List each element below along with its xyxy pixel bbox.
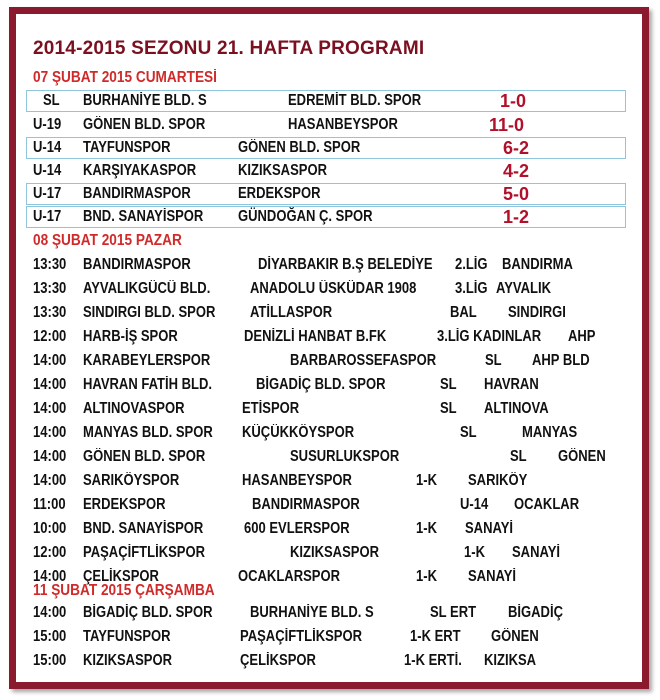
match-category: U-14 <box>33 139 62 156</box>
match-score: 6-2 <box>503 138 530 158</box>
home-team: BURHANİYE BLD. S <box>83 92 207 109</box>
away-team: KÜÇÜKKÖYSPOR <box>242 424 355 441</box>
match-venue: AHP <box>568 328 596 345</box>
away-team: BANDIRMASPOR <box>252 496 360 513</box>
home-team: BND. SANAYİSPOR <box>83 208 204 225</box>
match-time: 14:00 <box>33 376 67 393</box>
match-league: 1-K <box>416 568 437 585</box>
match-venue: GÖNEN <box>558 448 606 465</box>
match-league: 3.LİG <box>455 280 488 297</box>
home-team: KIZIKSASPOR <box>83 652 172 669</box>
home-team: HAVRAN FATİH BLD. <box>83 376 212 393</box>
match-time: 14:00 <box>33 424 67 441</box>
home-team: BANDIRMASPOR <box>83 256 191 273</box>
match-time: 14:00 <box>33 568 67 585</box>
match-league: SL ERT <box>430 604 477 621</box>
page-title: 2014-2015 SEZONU 21. HAFTA PROGRAMI <box>33 38 425 59</box>
away-team: 600 EVLERSPOR <box>244 520 350 537</box>
match-category: SL <box>43 92 60 109</box>
match-category: U-17 <box>33 185 62 202</box>
home-team: SINDIRGI BLD. SPOR <box>83 304 216 321</box>
away-team: BİGADİÇ BLD. SPOR <box>256 376 386 393</box>
match-league: 1-K <box>464 544 485 561</box>
away-team: BARBAROSSEFASPOR <box>290 352 437 369</box>
match-venue: BİGADİÇ <box>508 604 563 621</box>
home-team: BND. SANAYİSPOR <box>83 520 204 537</box>
away-team: ETİSPOR <box>242 400 300 417</box>
home-team: HARB-İŞ SPOR <box>83 328 178 345</box>
home-team: ÇELİKSPOR <box>83 568 159 585</box>
home-team: TAYFUNSPOR <box>83 628 171 645</box>
home-team: PAŞAÇİFTLİKSPOR <box>83 544 206 561</box>
match-time: 14:00 <box>33 472 67 489</box>
match-league: SL <box>510 448 527 465</box>
away-team: OCAKLARSPOR <box>238 568 340 585</box>
match-league: 2.LİG <box>455 256 488 273</box>
match-category: U-14 <box>33 162 62 179</box>
match-venue: HAVRAN <box>484 376 539 393</box>
match-time: 13:30 <box>33 280 67 297</box>
match-venue: SARIKÖY <box>468 472 528 489</box>
match-league: 1-K <box>416 472 437 489</box>
match-time: 14:00 <box>33 448 67 465</box>
away-team: DİYARBAKIR B.Ş BELEDİYE <box>258 256 433 273</box>
away-team: HASANBEYSPOR <box>242 472 352 489</box>
home-team: BANDIRMASPOR <box>83 185 191 202</box>
away-team: GÜNDOĞAN Ç. SPOR <box>238 208 373 225</box>
home-team: TAYFUNSPOR <box>83 139 171 156</box>
match-league: BAL <box>450 304 477 321</box>
match-time: 12:00 <box>33 544 67 561</box>
match-venue: GÖNEN <box>491 628 539 645</box>
home-team: ERDEKSPOR <box>83 496 166 513</box>
match-time: 14:00 <box>33 352 67 369</box>
match-league: SL <box>485 352 502 369</box>
away-team: ERDEKSPOR <box>238 185 321 202</box>
match-venue: ALTINOVA <box>484 400 549 417</box>
match-venue: SANAYİ <box>465 520 514 537</box>
match-score: 4-2 <box>503 161 530 181</box>
away-team: SUSURLUKSPOR <box>290 448 400 465</box>
away-team: KIZIKSASPOR <box>238 162 327 179</box>
away-team: ANADOLU ÜSKÜDAR 1908 <box>250 280 417 297</box>
away-team: DENİZLİ HANBAT B.FK <box>244 328 387 345</box>
match-venue: SINDIRGI <box>508 304 566 321</box>
home-team: ALTINOVASPOR <box>83 400 185 417</box>
match-score: 11-0 <box>489 115 525 135</box>
home-team: GÖNEN BLD. SPOR <box>83 116 206 133</box>
match-score: 1-0 <box>500 91 527 111</box>
match-league: 1-K <box>416 520 437 537</box>
match-time: 11:00 <box>33 496 66 513</box>
home-team: AYVALIKGÜCÜ BLD. <box>83 280 211 297</box>
match-league: 3.LİG KADINLAR <box>437 328 542 345</box>
home-team: MANYAS BLD. SPOR <box>83 424 213 441</box>
match-time: 13:30 <box>33 256 67 273</box>
away-team: ATİLLASPOR <box>250 304 333 321</box>
home-team: KARABEYLERSPOR <box>83 352 211 369</box>
home-team: BİGADİÇ BLD. SPOR <box>83 604 213 621</box>
match-category: U-17 <box>33 208 62 225</box>
match-venue: SANAYİ <box>468 568 517 585</box>
away-team: PAŞAÇİFTLİKSPOR <box>240 628 363 645</box>
match-venue: BANDIRMA <box>502 256 573 273</box>
away-team: ÇELİKSPOR <box>240 652 316 669</box>
section-date: 07 ŞUBAT 2015 CUMARTESİ <box>33 69 217 86</box>
match-league: SL <box>440 400 457 417</box>
away-team: EDREMİT BLD. SPOR <box>288 92 422 109</box>
match-venue: SANAYİ <box>512 544 561 561</box>
home-team: GÖNEN BLD. SPOR <box>83 448 206 465</box>
match-time: 10:00 <box>33 520 67 537</box>
match-time: 13:30 <box>33 304 67 321</box>
match-venue: OCAKLAR <box>514 496 580 513</box>
match-category: U-19 <box>33 116 62 133</box>
away-team: HASANBEYSPOR <box>288 116 398 133</box>
match-time: 12:00 <box>33 328 67 345</box>
match-time: 14:00 <box>33 604 67 621</box>
match-league: 1-K ERTİ. <box>404 652 462 669</box>
match-venue: MANYAS <box>522 424 578 441</box>
away-team: KIZIKSASPOR <box>290 544 379 561</box>
match-score: 5-0 <box>503 184 530 204</box>
section-date: 08 ŞUBAT 2015 PAZAR <box>33 232 182 249</box>
match-league: SL <box>460 424 477 441</box>
match-venue: AHP BLD <box>532 352 590 369</box>
section-date: 11 ŞUBAT 2015 ÇARŞAMBA <box>33 582 215 599</box>
home-team: KARŞIYAKASPOR <box>83 162 197 179</box>
home-team: SARIKÖYSPOR <box>83 472 180 489</box>
match-time: 14:00 <box>33 400 67 417</box>
match-league: 1-K ERT <box>410 628 461 645</box>
match-time: 15:00 <box>33 652 67 669</box>
match-time: 15:00 <box>33 628 67 645</box>
match-score: 1-2 <box>503 207 530 227</box>
match-league: U-14 <box>460 496 489 513</box>
away-team: BURHANİYE BLD. S <box>250 604 374 621</box>
match-venue: AYVALIK <box>496 280 551 297</box>
match-league: SL <box>440 376 457 393</box>
match-venue: KIZIKSA <box>484 652 537 669</box>
away-team: GÖNEN BLD. SPOR <box>238 139 361 156</box>
